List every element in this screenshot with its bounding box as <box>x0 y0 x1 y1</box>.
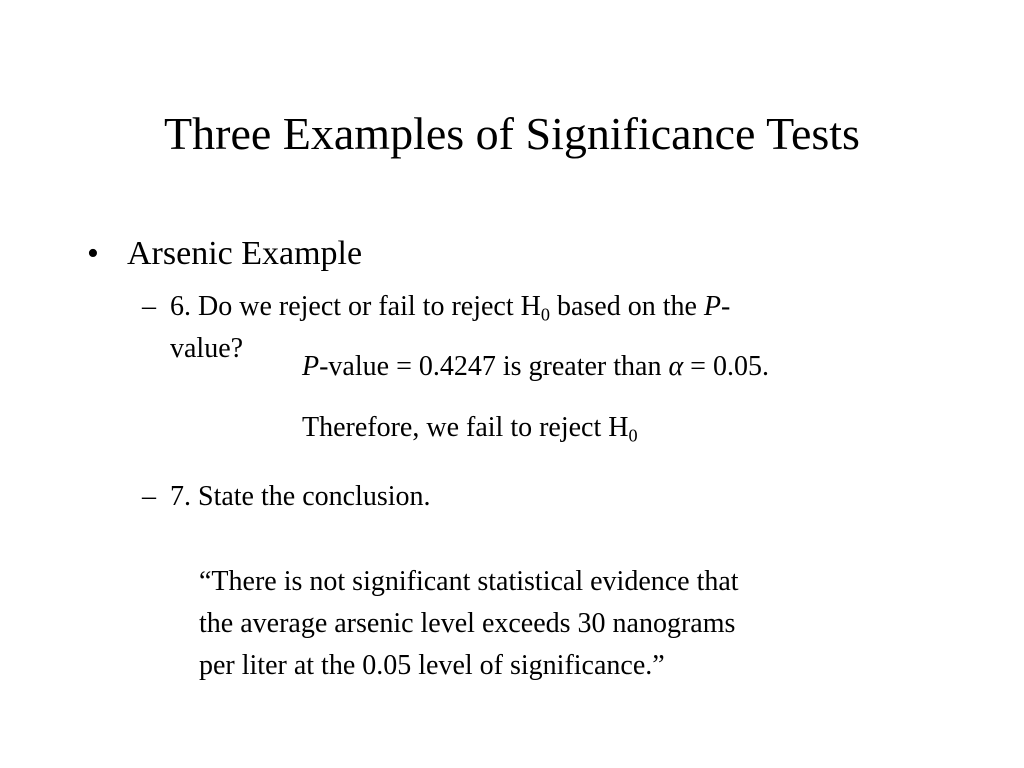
bullet-text: Arsenic Example <box>127 235 363 272</box>
decision-statement: Therefore, we fail to reject $H_0$ <box>302 412 638 446</box>
dash-icon: – <box>142 291 156 322</box>
dash-icon: – <box>142 481 156 512</box>
question-6-line2: value? <box>170 333 244 364</box>
bullet-arsenic-example <box>87 233 362 275</box>
conclusion-quote <box>199 561 739 687</box>
question-7-text: 7. State the conclusion. <box>170 481 431 512</box>
bullet-dot-icon: • <box>87 235 99 272</box>
quote-line: “There is not significant statistical evidence that <box>199 566 739 597</box>
slide-title: Three Examples of Significance Tests <box>164 108 860 159</box>
quote-line: per liter at the 0.05 level of significance.” <box>199 650 665 681</box>
p-value-statement: P-value = 0.4247 is greater than α = 0.05. <box>302 351 769 382</box>
question-6-line1: 6. Do we reject or fail to reject $H_0$ based on the P- <box>170 291 731 325</box>
quote-line: the average arsenic level exceeds 30 nanograms <box>199 608 736 639</box>
sub-bullet-question-7 <box>142 476 431 518</box>
